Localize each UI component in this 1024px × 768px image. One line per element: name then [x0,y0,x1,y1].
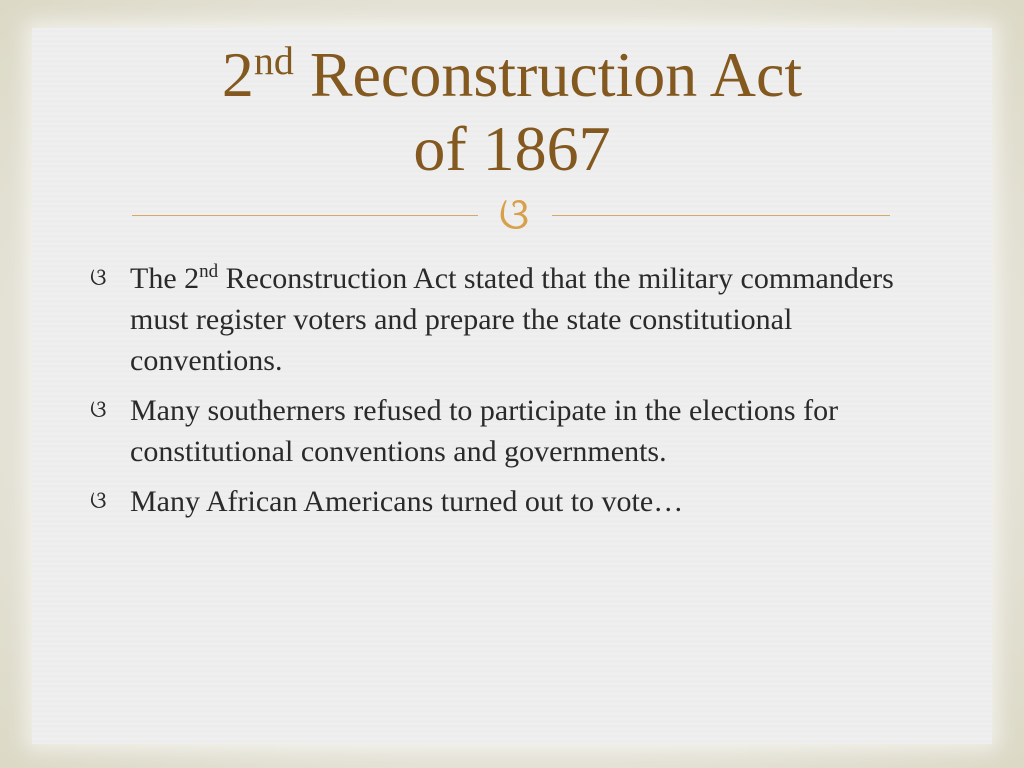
slide-title [0,38,1024,186]
bullet-1-text-pre: The 2 [130,262,200,295]
title-line1-rest: Reconstruction Act [293,39,803,110]
bullet-2-text: Many southerners refused to participate in the elections for constitutional conventions and governments. [130,394,839,468]
title-ordinal-suffix: nd [253,38,294,83]
bullet-3-text: Many African Americans turned out to vote… [130,485,684,518]
title-divider-right [552,215,890,216]
title-divider-left [132,215,478,216]
curl-ornament-icon: ଓ [498,190,530,239]
bullet-1-text-post: Reconstruction Act stated that the military commanders must register voters and prepare the state constitutional conventions. [130,262,894,377]
title-line2: of 1867 [413,113,611,184]
curl-bullet-icon: ଓ [90,488,107,514]
curl-bullet-icon: ଓ [90,265,107,291]
bullet-1-ordinal-suffix: nd [199,261,219,282]
bullet-list [88,258,908,531]
title-number: 2 [221,39,254,110]
bullet-item-3 [88,481,908,522]
bullet-item-2 [88,390,908,472]
curl-bullet-icon: ଓ [90,397,107,423]
bullet-item-1 [88,258,908,381]
